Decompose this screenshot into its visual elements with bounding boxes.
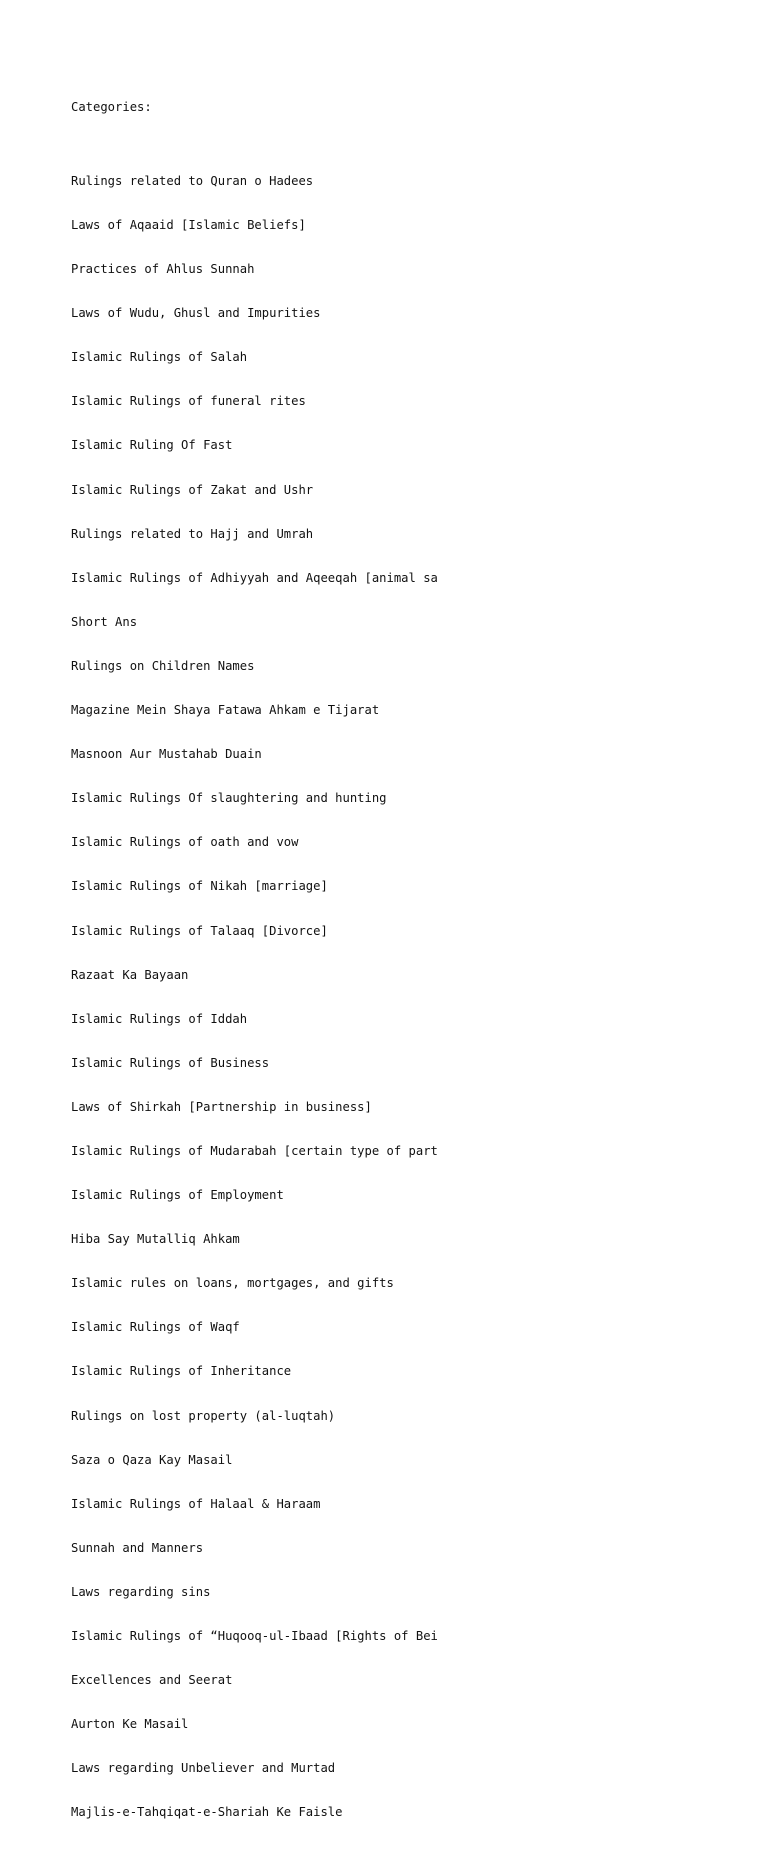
list-item: Islamic Rulings of Nikah [marriage] (71, 879, 328, 894)
list-item: Razaat Ka Bayaan (71, 967, 189, 982)
list-item: Islamic Rulings of Employment (71, 1188, 284, 1203)
list-item: Islamic Rulings of Salah (71, 350, 248, 365)
list-item: Aurton Ke Masail (71, 1717, 189, 1732)
list-item: Practices of Ahlus Sunnah (71, 262, 255, 277)
categories-document (71, 71, 451, 1864)
list-item: Laws of Shirkah [Partnership in business] (71, 1099, 372, 1114)
list-item: Masnoon Aur Mustahab Duain (71, 747, 262, 762)
list-item: Laws regarding sins (71, 1584, 211, 1599)
list-item: Islamic Rulings of Mudarabah [certain type of part (71, 1143, 438, 1158)
list-item: Excellences and Seerat (71, 1673, 233, 1688)
list-item: Islamic Rulings Of slaughtering and hunting (71, 791, 387, 806)
list-item: Rulings on lost property (al-luqtah) (71, 1408, 336, 1423)
list-item: Rulings related to Hajj and Umrah (71, 526, 314, 541)
list-item: Rulings related to Quran o Hadees (71, 173, 314, 188)
list-item: Islamic Rulings of Talaaq [Divorce] (71, 923, 328, 938)
list-item: Islamic Rulings of Adhiyyah and Aqeeqah [animal sa (71, 570, 438, 585)
list-item: Laws regarding Unbeliever and Murtad (71, 1761, 336, 1776)
list-item: Islamic rules on loans, mortgages, and gifts (71, 1276, 394, 1291)
list-item: Islamic Ruling Of Fast (71, 438, 233, 453)
list-item: Magazine Mein Shaya Fatawa Ahkam e Tijarat (71, 703, 380, 718)
list-item: Islamic Rulings of oath and vow (71, 835, 299, 850)
list-item: Islamic Rulings of Waqf (71, 1320, 240, 1335)
list-item: Saza o Qaza Kay Masail (71, 1452, 233, 1467)
categories-list (71, 145, 451, 1850)
list-item: Islamic Rulings of funeral rites (71, 394, 306, 409)
categories-heading: Categories: (71, 100, 152, 115)
list-item: Islamic Rulings of Halaal & Haraam (71, 1496, 321, 1511)
list-item: Islamic Rulings of Inheritance (71, 1364, 292, 1379)
list-item: Islamic Rulings of Business (71, 1055, 270, 1070)
list-item: Short Ans (71, 614, 138, 629)
list-item: Rulings on Children Names (71, 658, 255, 673)
list-item: Laws of Wudu, Ghusl and Impurities (71, 306, 321, 321)
list-item: Sunnah and Manners (71, 1540, 204, 1555)
list-item: Islamic Rulings of Iddah (71, 1011, 248, 1026)
list-item: Laws of Aqaaid [Islamic Beliefs] (71, 218, 306, 232)
list-item: Majlis-e-Tahqiqat-e-Shariah Ke Faisle (71, 1805, 343, 1820)
list-item: Islamic Rulings of “Huqooq-ul-Ibaad [Rights of Bei (71, 1629, 438, 1643)
list-item: Hiba Say Mutalliq Ahkam (71, 1232, 240, 1247)
list-item: Islamic Rulings of Zakat and Ushr (71, 482, 314, 497)
